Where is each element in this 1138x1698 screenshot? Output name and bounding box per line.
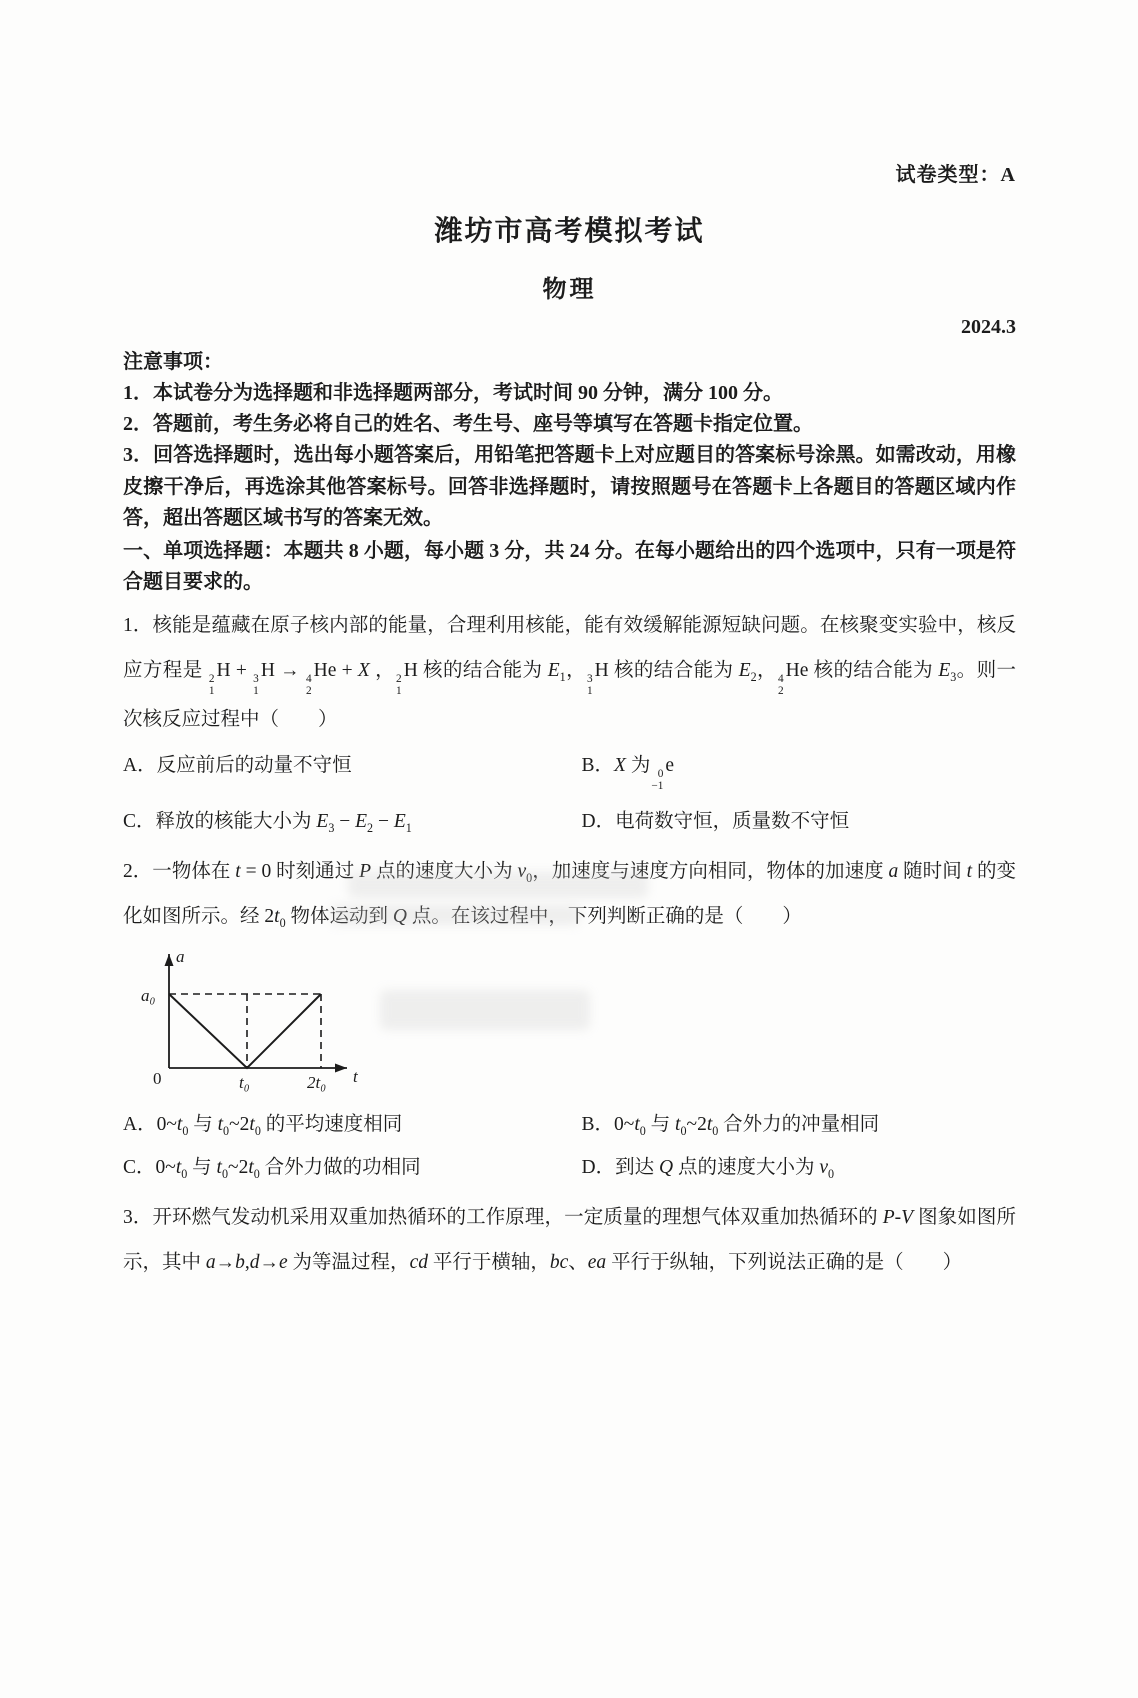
- a0-label: a₀: [141, 985, 156, 1005]
- section-heading: 一、单项选择题：本题共 8 小题，每小题 3 分，共 24 分。在每小题给出的四个选项中，只有一项是符合题目要求的。: [123, 539, 1016, 594]
- x-axis-arrow: [335, 1063, 347, 1072]
- y-axis-arrow: [165, 954, 174, 966]
- paper-type-label: 试卷类型：A: [895, 164, 1016, 186]
- origin-label: 0: [153, 1068, 162, 1088]
- x-axis-label: t: [353, 1066, 358, 1086]
- question-1-option-b: B．X 为 0 −1 e: [581, 754, 675, 793]
- question-2-text: 2．一物体在 t = 0 时刻通过 P 点的速度大小为 $v_0$，加速度与速度方向相同，物体的加速度 a 随时间 t 的变化如图所示。经 $2t_0$ 物体运动到 Q 点。在该过程中，下列判断正确的是（ ）: [123, 861, 1016, 930]
- question-1-text: 1．核能是蕴藏在原子核内部的能量，合理利用核能，能有效缓解能源短缺问题。在核聚变实验中，核反应方程是 2 1 H + 3 1 H → 4 2 He + X ， 2 1 H 核的结合能为 $E_1$， 3 1 H 核的结合能为 $E_2$， 4 2 He 核的结合能为 $E_3$。则一次核反应过程中（ ）: [123, 615, 1016, 731]
- scan-smudge: [330, 905, 580, 925]
- question-3-text: 3．开环燃气发动机采用双重加热循环的工作原理，一定质量的理想气体双重加热循环的 P-V 图象如图所示，其中 a→b,d→e 为等温过程，cd 平行于横轴，bc、ea 平行于纵轴，下列说法正确的是（ ）: [123, 1207, 1016, 1274]
- scan-smudge: [380, 990, 590, 1030]
- notice-heading: 注意事项：: [123, 351, 223, 373]
- scan-smudge: [348, 872, 648, 898]
- question-1-option-a: A．反应前后的动量不守恒: [123, 754, 352, 776]
- notice-item-1: 1．本试卷分为选择题和非选择题两部分，考试时间 90 分钟，满分 100 分。: [123, 382, 783, 404]
- notice-item-3: 3．回答选择题时，选出每小题答案后，用铅笔把答题卡上对应题目的答案标号涂黑。如需改动，用橡皮擦干净后，再选涂其他答案标号。回答非选择题时，请按照题号在答题卡上各题目的答题区域内作答，超出答题区域书写的答案无效。: [123, 444, 1016, 529]
- exam-title: 潍坊市高考模拟考试: [434, 216, 705, 247]
- exam-date: 2024.3: [961, 316, 1016, 338]
- question-1-options: [123, 753, 1016, 836]
- a-t-graph-figure: [125, 944, 371, 1102]
- question-2-option-d: D．到达 Q 点的速度大小为 $v_0$: [581, 1157, 835, 1181]
- y-axis-label: a: [176, 946, 185, 966]
- question-1-option-c: C．释放的核能大小为 $E_3 - E_2 - E_1$: [123, 810, 412, 835]
- question-2-option-a: A．$0\sim t_0$ 与 $t_0\sim 2t_0$ 的平均速度相同: [123, 1113, 403, 1138]
- t0-tick-label: t₀: [239, 1072, 250, 1092]
- acceleration-time-graph: [125, 944, 371, 1102]
- question-1-option-d: D．电荷数守恒，质量数不守恒: [581, 810, 850, 832]
- 2t0-tick-label: 2t₀: [307, 1072, 327, 1092]
- question-2-option-c: C．$0\sim t_0$ 与 $t_0\sim 2t_0$ 合外力做的功相同: [123, 1157, 421, 1181]
- subject-title: 物理: [542, 277, 597, 303]
- a-t-data-line: [169, 994, 321, 1068]
- question-2-option-b: B．$0\sim t_0$ 与 $t_0\sim 2t_0$ 合外力的冲量相同: [581, 1113, 880, 1138]
- notice-item-2: 2．答题前，考生务必将自己的姓名、考生号、座号等填写在答题卡指定位置。: [123, 413, 813, 436]
- question-2-options: [123, 1112, 1016, 1182]
